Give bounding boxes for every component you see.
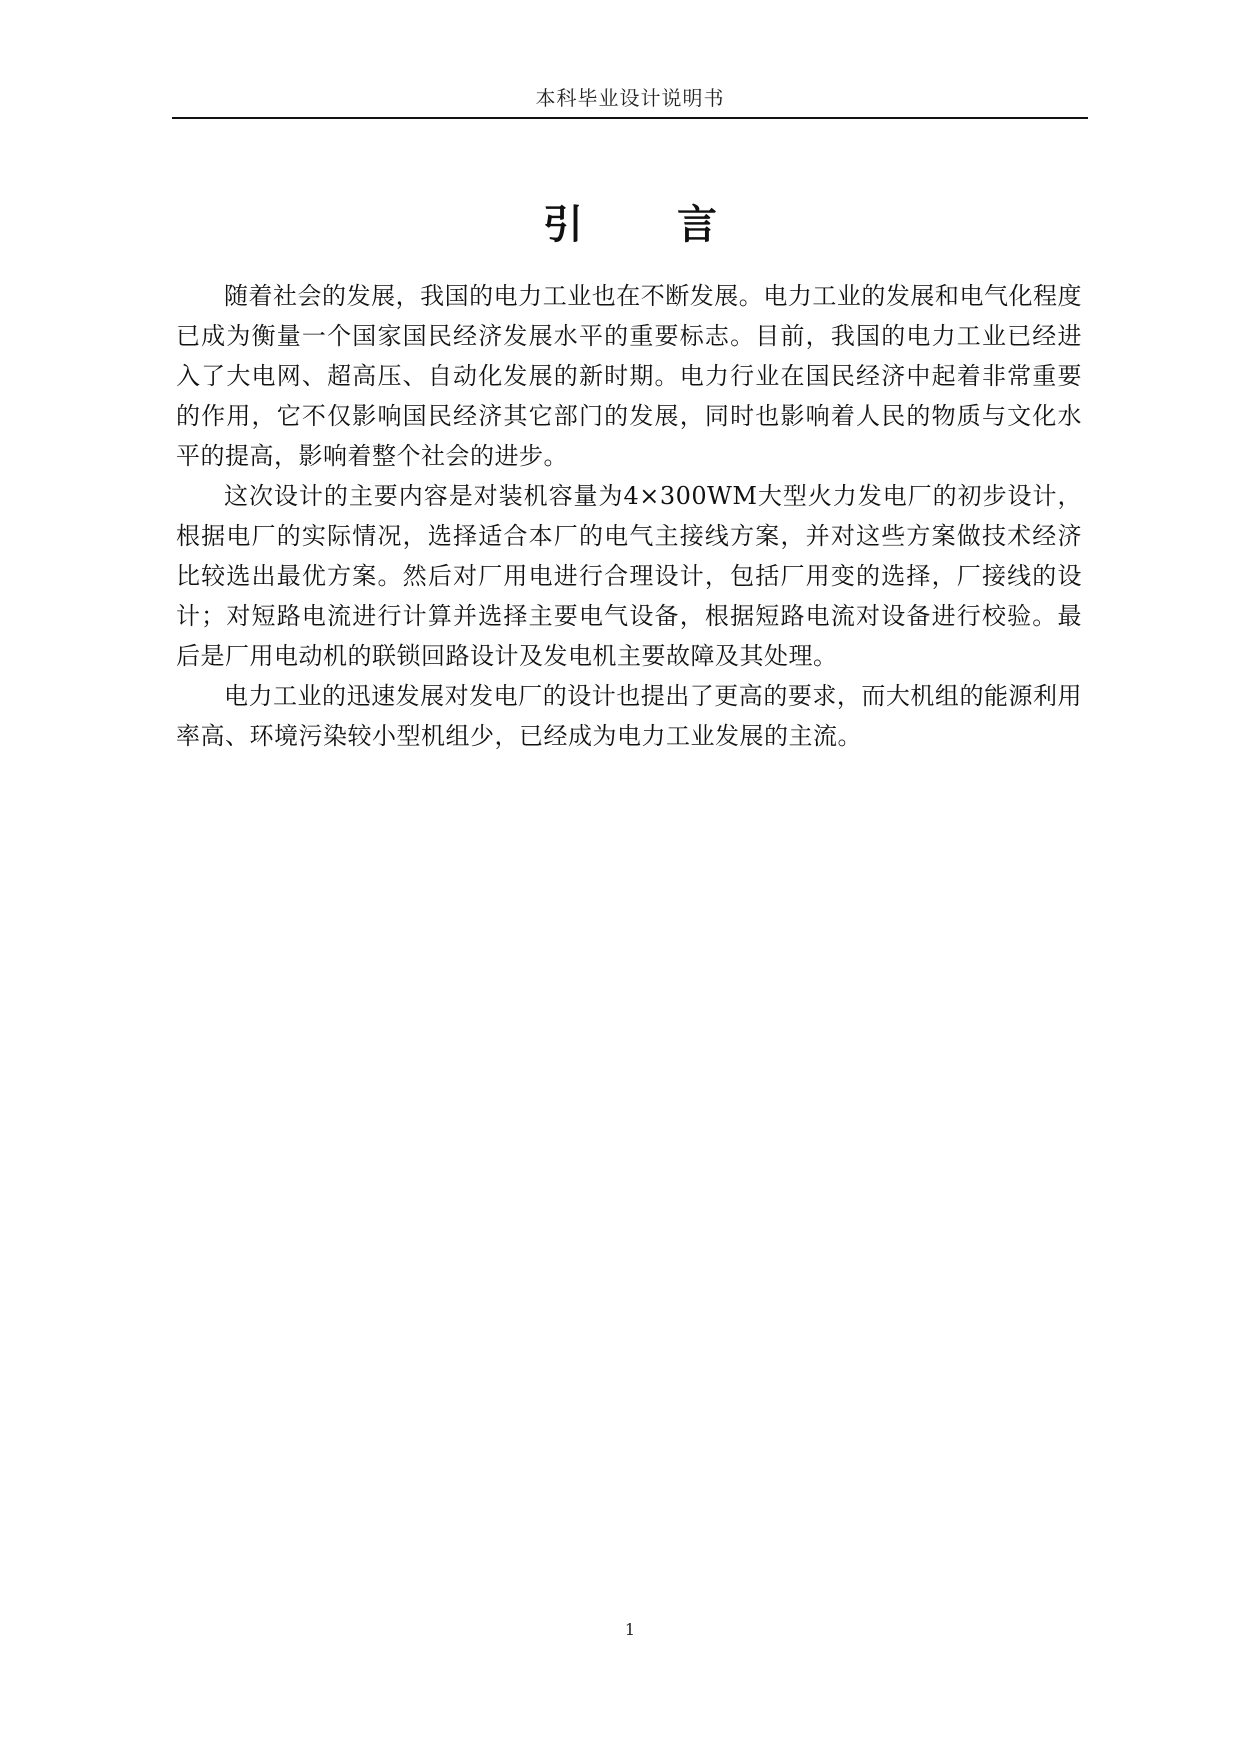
body-text	[176, 276, 1082, 756]
header-divider	[172, 117, 1088, 119]
running-header: 本科毕业设计说明书	[535, 86, 725, 110]
paragraph-development-context: 随着社会的发展，我国的电力工业也在不断发展。电力工业的发展和电气化程度已成为衡量一个国家国民经济发展水平的重要标志。目前，我国的电力工业已经进入了大电网、超高压、自动化发展的新时期。电力行业在国民经济中起着非常重要的作用，它不仅影响国民经济其它部门的发展，同时也影响着人民的物质与文化水平的提高，影响着整个社会的进步。	[176, 282, 1082, 470]
paragraph-design-content: 这次设计的主要内容是对装机容量为4×300WM大型火力发电厂的初步设计，根据电厂的实际情况，选择适合本厂的电气主接线方案，并对这些方案做技术经济比较选出最优方案。然后对厂用电进行合理设计，包括厂用变的选择，厂接线的设计；对短路电流进行计算并选择主要电气设备，根据短路电流对设备进行校验。最后是厂用电动机的联锁回路设计及发电机主要故障及其处理。	[176, 482, 1082, 670]
chapter-title: 引 言	[543, 200, 757, 248]
paragraph-development-trend: 电力工业的迅速发展对发电厂的设计也提出了更高的要求，而大机组的能源利用率高、环境污染较小型机组少，已经成为电力工业发展的主流。	[176, 682, 1082, 750]
page-number: 1	[624, 1620, 636, 1639]
